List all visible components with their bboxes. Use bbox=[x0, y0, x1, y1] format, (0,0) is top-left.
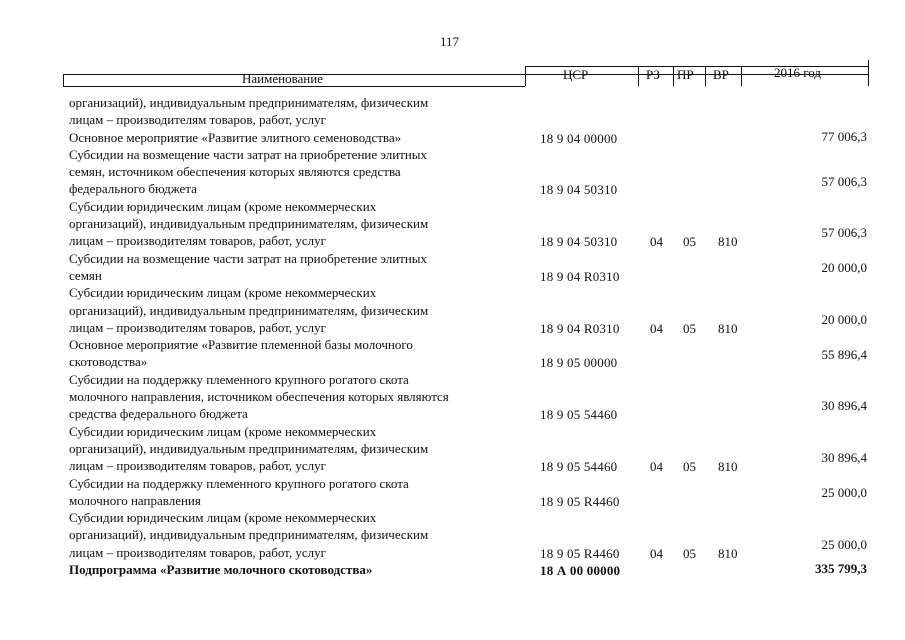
row-name-line: Основное мероприятие «Развитие племенной базы молочного bbox=[69, 337, 413, 353]
table-header bbox=[63, 60, 869, 86]
row-csr: 18 9 04 50310 bbox=[540, 234, 618, 250]
row-name-line: Основное мероприятие «Развитие элитного семеноводства» bbox=[69, 129, 402, 145]
row-name-line: Подпрограмма «Развитие молочного скотоводства» bbox=[69, 562, 373, 578]
row-name-line: организаций), индивидуальным предпринимателям, физическим bbox=[69, 216, 429, 232]
header-year: 2016 год bbox=[774, 65, 821, 80]
row-name bbox=[69, 423, 509, 475]
row-csr: 18 9 04 00000 bbox=[540, 130, 618, 146]
header-pr: ПР bbox=[677, 67, 694, 82]
row-amount: 20 000,0 bbox=[821, 311, 867, 327]
row-amount: 25 000,0 bbox=[821, 536, 867, 552]
row-name-line: федерального бюджета bbox=[69, 181, 197, 197]
row-name-line: лицам – производителям товаров, работ, услуг bbox=[69, 458, 326, 474]
row-name bbox=[69, 129, 509, 146]
row-name-line: Субсидии на поддержку племенного крупного рогатого скота bbox=[69, 371, 409, 387]
row-amount: 55 896,4 bbox=[821, 346, 867, 362]
row-vr: 810 bbox=[718, 545, 738, 561]
row-name bbox=[69, 250, 509, 285]
row-name-line: Субсидии юридическим лицам (кроме некоммерческих bbox=[69, 285, 377, 301]
row-csr: 18 А 00 00000 bbox=[540, 563, 621, 579]
row-amount: 30 896,4 bbox=[821, 398, 867, 414]
row-csr: 18 9 05 54460 bbox=[540, 407, 618, 423]
table-row bbox=[0, 509, 905, 561]
row-rz: 04 bbox=[650, 545, 663, 561]
row-amount: 30 896,4 bbox=[821, 450, 867, 466]
row-pr: 05 bbox=[683, 459, 696, 475]
table-row bbox=[0, 129, 905, 146]
row-name bbox=[69, 94, 509, 129]
row-name-line: скотоводства» bbox=[69, 354, 148, 370]
row-amount: 57 006,3 bbox=[821, 225, 867, 241]
row-vr: 810 bbox=[718, 459, 738, 475]
row-csr: 18 9 05 R4460 bbox=[540, 493, 620, 509]
row-name bbox=[69, 336, 509, 371]
row-name-line: Субсидии на возмещение части затрат на приобретение элитных bbox=[69, 250, 428, 266]
row-name-line: средства федерального бюджета bbox=[69, 406, 248, 422]
row-name bbox=[69, 198, 509, 250]
row-name-line: организаций), индивидуальным предпринимателям, физическим bbox=[69, 527, 429, 543]
row-csr: 18 9 05 R4460 bbox=[540, 545, 620, 561]
row-name-line: семян bbox=[69, 267, 102, 283]
row-amount: 20 000,0 bbox=[821, 260, 867, 276]
row-name-line: лицам – производителям товаров, работ, услуг bbox=[69, 544, 326, 560]
row-pr: 05 bbox=[683, 545, 696, 561]
row-amount: 25 000,0 bbox=[821, 484, 867, 500]
row-name-line: организаций), индивидуальным предпринимателям, физическим bbox=[69, 440, 429, 456]
row-amount: 57 006,3 bbox=[821, 173, 867, 189]
row-pr: 05 bbox=[683, 234, 696, 250]
row-name-line: организаций), индивидуальным предпринимателям, физическим bbox=[69, 95, 429, 110]
row-name-line: организаций), индивидуальным предпринимателям, физическим bbox=[69, 302, 429, 318]
table-row bbox=[0, 371, 905, 423]
row-csr: 18 9 04 R0310 bbox=[540, 268, 620, 284]
row-csr: 18 9 04 R0310 bbox=[540, 320, 620, 336]
table-row bbox=[0, 94, 905, 129]
table-row bbox=[0, 284, 905, 336]
row-name-line: семян, источником обеспечения которых являются средства bbox=[69, 164, 401, 180]
row-rz: 04 bbox=[650, 234, 663, 250]
row-amount: 77 006,3 bbox=[821, 128, 867, 144]
page-number: 117 bbox=[440, 34, 460, 49]
table-row bbox=[0, 250, 905, 285]
header-name: Наименование bbox=[242, 71, 323, 86]
row-name-line: Субсидии на поддержку племенного крупного рогатого скота bbox=[69, 475, 409, 491]
row-name-line: Субсидии на возмещение части затрат на приобретение элитных bbox=[69, 146, 428, 162]
row-name bbox=[69, 284, 509, 336]
row-vr: 810 bbox=[718, 320, 738, 336]
row-name bbox=[69, 475, 509, 510]
table-row bbox=[0, 336, 905, 371]
row-name-line: молочного направления, источником обеспечения которых являются bbox=[69, 389, 449, 405]
row-csr: 18 9 05 00000 bbox=[540, 355, 618, 371]
table-row bbox=[0, 423, 905, 475]
row-amount: 335 799,3 bbox=[815, 561, 867, 577]
row-name-line: Субсидии юридическим лицам (кроме некоммерческих bbox=[69, 510, 377, 526]
row-pr: 05 bbox=[683, 320, 696, 336]
row-name bbox=[69, 146, 509, 198]
row-name bbox=[69, 509, 509, 561]
row-rz: 04 bbox=[650, 459, 663, 475]
row-name bbox=[69, 561, 509, 578]
table-row bbox=[0, 561, 905, 578]
table-row bbox=[0, 198, 905, 250]
row-name bbox=[69, 371, 509, 423]
row-name-line: молочного направления bbox=[69, 492, 201, 508]
row-rz: 04 bbox=[650, 320, 663, 336]
table-row bbox=[0, 146, 905, 198]
row-name-line: лицам – производителям товаров, работ, услуг bbox=[69, 319, 326, 335]
row-name-line: лицам – производителям товаров, работ, услуг bbox=[69, 233, 326, 249]
table-row bbox=[0, 475, 905, 510]
header-rz: РЗ bbox=[646, 67, 660, 82]
row-name-line: Субсидии юридическим лицам (кроме некоммерческих bbox=[69, 198, 377, 214]
row-vr: 810 bbox=[718, 234, 738, 250]
header-vr: ВР bbox=[713, 67, 729, 82]
row-name-line: Субсидии юридическим лицам (кроме некоммерческих bbox=[69, 423, 377, 439]
header-csr: ЦСР bbox=[563, 67, 589, 82]
row-name-line: лицам – производителям товаров, работ, услуг bbox=[69, 112, 326, 128]
row-csr: 18 9 04 50310 bbox=[540, 182, 618, 198]
row-csr: 18 9 05 54460 bbox=[540, 459, 618, 475]
